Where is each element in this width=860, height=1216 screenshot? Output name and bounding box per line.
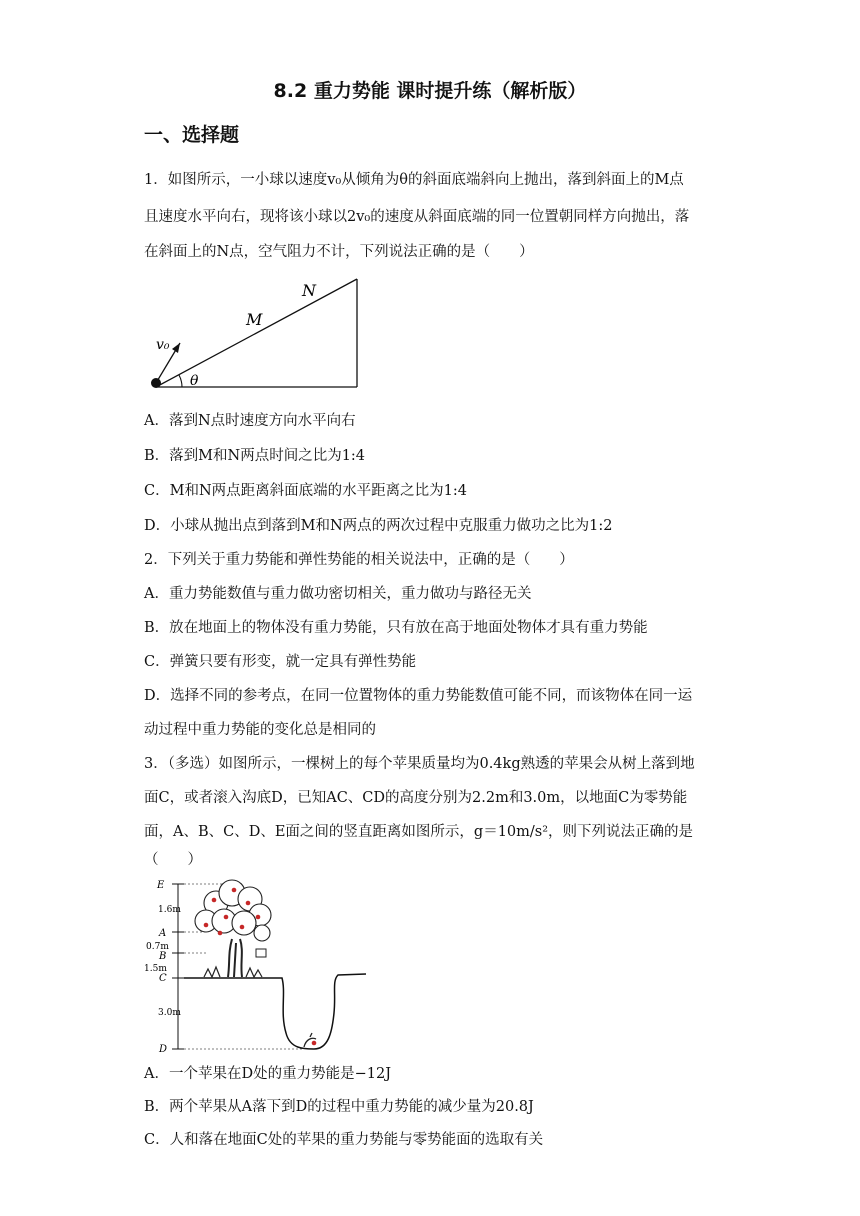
q1-stem-line-3: 在斜面上的N点，空气阻力不计，下列说法正确的是（ ）: [144, 244, 534, 260]
label-A: A: [159, 928, 167, 939]
ground-ditch: [184, 974, 366, 1049]
label-N: N: [302, 281, 316, 300]
tree-trunk: [228, 939, 242, 977]
q1-option-a: A．落到N点时速度方向水平向右: [144, 413, 356, 429]
q3-stem-line-2: 面C，或者滚入沟底D，已知AC、CD的高度分别为2.2m和3.0m，以地面C为零势能: [144, 790, 688, 806]
q3-stem-line-4: （ ）: [144, 852, 202, 868]
ball: [151, 378, 161, 388]
q3-stem-line-3: 面，A、B、C、D、E面之间的竖直距离如图所示，g＝10m/s²，则下列说法正确的是: [144, 824, 694, 840]
dist-EA: 1.6m: [158, 905, 181, 915]
q2-option-b: B．放在地面上的物体没有重力势能，只有放在高于地面处物体才具有重力势能: [144, 620, 648, 636]
label-v0: v₀: [156, 337, 170, 353]
q1-option-d: D．小球从抛出点到落到M和N两点的两次过程中克服重力做功之比为1:2: [144, 518, 613, 534]
label-B: B: [159, 951, 167, 962]
theta-arc: [179, 375, 182, 387]
q2-option-d-line-1: D．选择不同的参考点，在同一位置物体的重力势能数值可能不同，而该物体在同一运: [144, 688, 693, 704]
q1-stem-line-1: 1．如图所示，一小球以速度v₀从倾角为θ的斜面底端斜向上抛出，落到斜面上的M点: [144, 172, 684, 188]
label-theta: θ: [190, 373, 199, 389]
label-C: C: [159, 973, 167, 984]
q3-stem-line-1: 3．（多选）如图所示，一棵树上的每个苹果质量均为0.4kg熟透的苹果会从树上落到地: [144, 756, 695, 772]
basket: [256, 949, 266, 957]
document-title: 8.2 重力势能 课时提升练（解析版）: [273, 80, 587, 102]
q2-option-c: C．弹簧只要有形变，就一定具有弹性势能: [144, 654, 417, 670]
grass: [204, 967, 262, 977]
apple-tree-figure: [144, 873, 374, 1058]
v0-arrowhead: [172, 343, 180, 353]
dist-BC: 1.5m: [144, 964, 167, 974]
q3-option-a: A．一个苹果在D处的重力势能是−12J: [144, 1066, 392, 1082]
q2-option-a: A．重力势能数值与重力做功密切相关，重力做功与路径无关: [144, 586, 532, 602]
q2-stem: 2．下列关于重力势能和弹性势能的相关说法中，正确的是（ ）: [144, 552, 574, 568]
q3-option-b: B．两个苹果从A落下到D的过程中重力势能的减少量为20.8J: [144, 1099, 534, 1115]
q2-option-d-line-2: 动过程中重力势能的变化总是相同的: [144, 722, 376, 738]
dist-AB: 0.7m: [146, 942, 169, 952]
label-E: E: [157, 880, 165, 891]
incline-slope: [156, 279, 357, 387]
incline-figure: [144, 275, 364, 395]
label-M: M: [246, 310, 263, 329]
q3-option-c: C．人和落在地面C处的苹果的重力势能与零势能面的选取有关: [144, 1132, 544, 1148]
q1-option-b: B．落到M和N两点时间之比为1:4: [144, 448, 366, 464]
dist-CD: 3.0m: [158, 1008, 181, 1018]
label-D: D: [159, 1044, 168, 1055]
q1-option-c: C．M和N两点距离斜面底端的水平距离之比为1:4: [144, 483, 467, 499]
q1-stem-line-2: 且速度水平向右，现将该小球以2v₀的速度从斜面底端的同一位置朝同样方向抛出，落: [144, 209, 690, 225]
section-heading: 一、选择题: [144, 124, 240, 146]
